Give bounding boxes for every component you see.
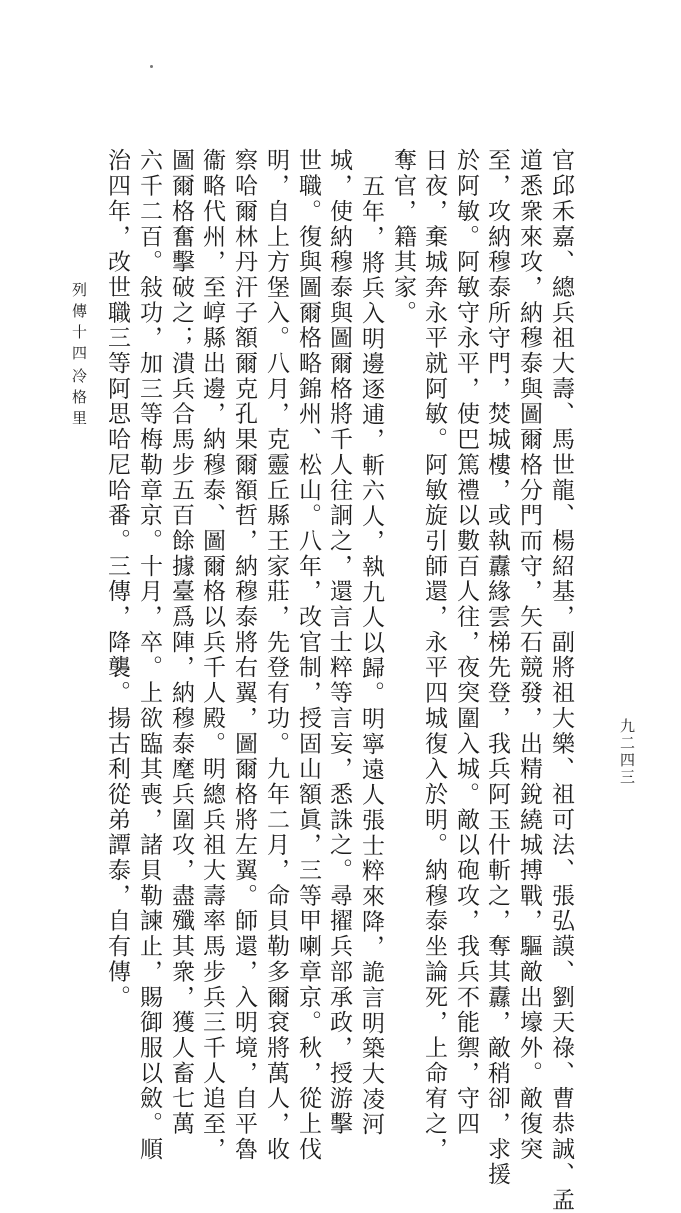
text-column-10: 明，自上方堡入。八月，克靈丘縣王家莊，先登有功。九年二月，命貝勒多爾袞將萬人，收 [263,148,289,1162]
text-column-11: 察哈爾林丹汗子額爾克孔果爾額哲，納穆泰將右翼，圖爾格將左翼。師還，入明境，自平魯 [231,148,257,1162]
text-column-3: 至，攻納穆泰所守門，焚城樓，或執纛緣雲梯先登，我兵阿玉什斬之，奪其纛，敵稍卻，求援 [484,148,510,1188]
text-column-13: 圖爾格奮擊破之；潰兵合馬步五百餘據臺爲陣，納穆泰麾兵圍攻，盡殲其衆，獲人畜七萬 [168,148,194,1137]
text-column-4: 於阿敏。阿敏守永平，使巴篤禮以數百人往，夜突圍入城。敵以砲攻，我兵不能禦，守四 [453,148,479,1137]
text-column-12: 衞略代州，至崞縣出邊，納穆泰、圖爾格以兵千人殿。明總兵祖大壽率馬步兵三千人追至， [199,148,225,1162]
text-column-6: 奪官，籍其家。 [390,148,416,326]
running-header-name: 冷格里 [70,368,88,431]
text-column-7: 五年，將兵入明邊逐逋，斬六人，執九人以歸。明寧遠人張士粹來降，詭言明築大凌河 [358,174,384,1138]
text-column-14: 六千二百。敍功，加三等梅勒章京。十月，卒。上欲臨其喪，諸貝勒諫止，賜御服以斂。順 [136,148,162,1162]
text-column-9: 世職。復與圖爾格略錦州、松山。八年，改官制，授固山額眞，三等甲喇章京。秋，從上伐 [295,148,321,1162]
page-number: 九二四三 [618,718,636,786]
text-column-1: 官邱禾嘉、總兵祖大壽、馬世龍、楊紹基，副將祖大樂、祖可法、張弘謨、劉天祿、曹恭誠、孟 [548,148,574,1213]
paper-speck [150,65,153,68]
text-column-15: 治四年，改世職三等阿思哈尼哈番。三傳，降襲。揚古利從弟譚泰，自有傳。 [104,148,130,1010]
text-column-5: 日夜，棄城奔永平就阿敏。阿敏旋引師還，永平四城復入於明。納穆泰坐論死，上命宥之， [421,148,447,1162]
text-column-8: 城，使納穆泰與圖爾格將千人往詗之，還言士粹等言妄，悉誅之。尋擢兵部承政，授游擊 [326,148,352,1137]
text-column-2: 道悉衆來攻，納穆泰與圖爾格分門而守，矢石競發，出精銳繞城搏戰，驅敵出壕外。敵復突 [516,148,542,1162]
running-header-volume: 列傳十四 [70,282,88,366]
